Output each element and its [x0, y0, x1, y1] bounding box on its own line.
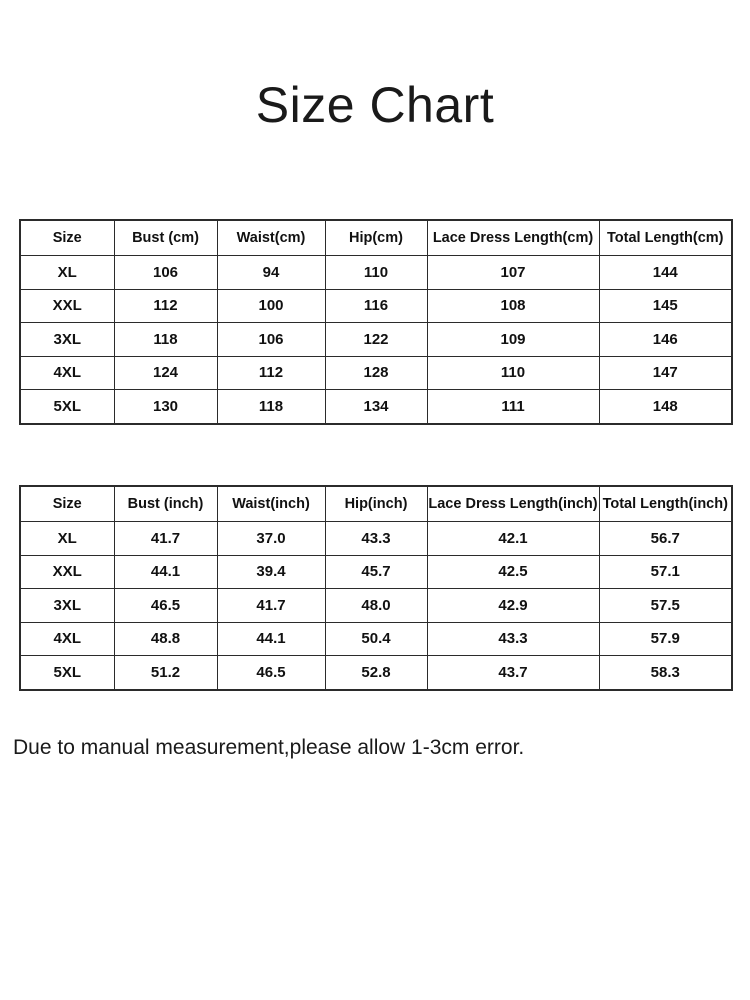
table-row-5xl [20, 656, 732, 690]
size-table-cm [19, 219, 733, 425]
lace-dress-length-cell: 42.1 [427, 522, 599, 556]
header-lace-dress-length-inch: Lace Dress Length(inch) [427, 486, 599, 522]
bust-cell: 41.7 [114, 522, 217, 556]
total-length-cell: 57.1 [599, 555, 732, 589]
header-waist-cm: Waist(cm) [217, 220, 325, 256]
table-header-row [20, 486, 732, 522]
header-total-length-inch: Total Length(inch) [599, 486, 732, 522]
size-cell: XXL [20, 289, 114, 323]
waist-cell: 39.4 [217, 555, 325, 589]
waist-cell: 41.7 [217, 589, 325, 623]
total-length-cell: 56.7 [599, 522, 732, 556]
lace-dress-length-cell: 43.3 [427, 622, 599, 656]
header-lace-dress-length-cm: Lace Dress Length(cm) [427, 220, 599, 256]
hip-cell: 48.0 [325, 589, 427, 623]
table-row-xxl [20, 555, 732, 589]
size-cell: 5XL [20, 390, 114, 424]
waist-cell: 112 [217, 356, 325, 390]
table-row-xl [20, 256, 732, 290]
total-length-cell: 144 [599, 256, 732, 290]
hip-cell: 43.3 [325, 522, 427, 556]
lace-dress-length-cell: 42.5 [427, 555, 599, 589]
lace-dress-length-cell: 110 [427, 356, 599, 390]
bust-cell: 112 [114, 289, 217, 323]
header-bust-cm: Bust (cm) [114, 220, 217, 256]
measurement-error-note: Due to manual measurement,please allow 1-3cm error. [13, 736, 525, 759]
total-length-cell: 58.3 [599, 656, 732, 690]
waist-cell: 44.1 [217, 622, 325, 656]
bust-cell: 46.5 [114, 589, 217, 623]
table-row-4xl [20, 622, 732, 656]
waist-cell: 94 [217, 256, 325, 290]
waist-cell: 118 [217, 390, 325, 424]
lace-dress-length-cell: 109 [427, 323, 599, 357]
size-cell: 4XL [20, 622, 114, 656]
header-size: Size [20, 220, 114, 256]
size-cell: 3XL [20, 323, 114, 357]
bust-cell: 130 [114, 390, 217, 424]
hip-cell: 128 [325, 356, 427, 390]
total-length-cell: 57.9 [599, 622, 732, 656]
table-row-3xl [20, 589, 732, 623]
lace-dress-length-cell: 107 [427, 256, 599, 290]
lace-dress-length-cell: 42.9 [427, 589, 599, 623]
header-waist-inch: Waist(inch) [217, 486, 325, 522]
waist-cell: 100 [217, 289, 325, 323]
waist-cell: 46.5 [217, 656, 325, 690]
size-cell: XL [20, 522, 114, 556]
hip-cell: 122 [325, 323, 427, 357]
hip-cell: 110 [325, 256, 427, 290]
header-bust-inch: Bust (inch) [114, 486, 217, 522]
total-length-cell: 147 [599, 356, 732, 390]
hip-cell: 116 [325, 289, 427, 323]
hip-cell: 134 [325, 390, 427, 424]
size-cell: 5XL [20, 656, 114, 690]
hip-cell: 50.4 [325, 622, 427, 656]
header-size: Size [20, 486, 114, 522]
page-title: Size Chart [255, 77, 495, 133]
bust-cell: 44.1 [114, 555, 217, 589]
table-row-xxl [20, 289, 732, 323]
table-header-row [20, 220, 732, 256]
waist-cell: 37.0 [217, 522, 325, 556]
bust-cell: 48.8 [114, 622, 217, 656]
bust-cell: 124 [114, 356, 217, 390]
header-hip-inch: Hip(inch) [325, 486, 427, 522]
bust-cell: 118 [114, 323, 217, 357]
total-length-cell: 148 [599, 390, 732, 424]
table-row-3xl [20, 323, 732, 357]
lace-dress-length-cell: 111 [427, 390, 599, 424]
bust-cell: 106 [114, 256, 217, 290]
size-cell: XXL [20, 555, 114, 589]
size-cell: XL [20, 256, 114, 290]
table-row-4xl [20, 356, 732, 390]
lace-dress-length-cell: 108 [427, 289, 599, 323]
lace-dress-length-cell: 43.7 [427, 656, 599, 690]
waist-cell: 106 [217, 323, 325, 357]
table-row-5xl [20, 390, 732, 424]
total-length-cell: 57.5 [599, 589, 732, 623]
hip-cell: 45.7 [325, 555, 427, 589]
bust-cell: 51.2 [114, 656, 217, 690]
total-length-cell: 145 [599, 289, 732, 323]
header-hip-cm: Hip(cm) [325, 220, 427, 256]
header-total-length-cm: Total Length(cm) [599, 220, 732, 256]
table-row-xl [20, 522, 732, 556]
size-table-inch [19, 485, 733, 691]
hip-cell: 52.8 [325, 656, 427, 690]
total-length-cell: 146 [599, 323, 732, 357]
size-cell: 4XL [20, 356, 114, 390]
size-cell: 3XL [20, 589, 114, 623]
